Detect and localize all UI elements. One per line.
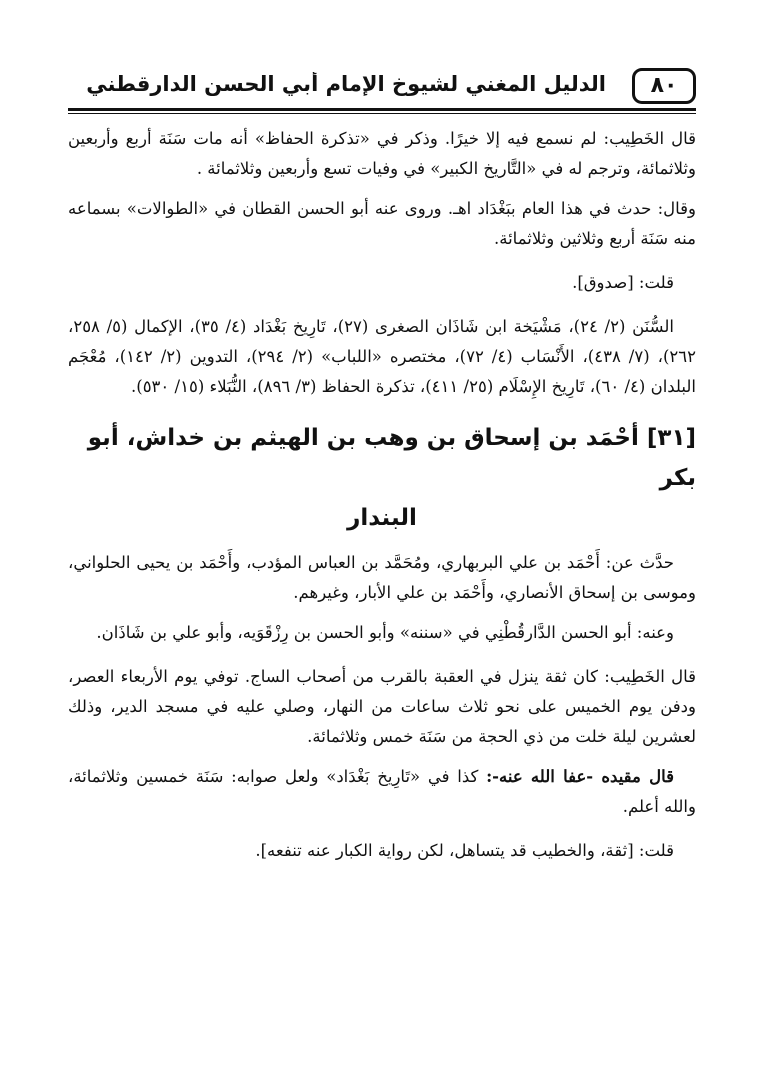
paragraph-teachers: حدَّث عن: أَحْمَد بن علي البربهاري، ومُحَمَّد بن العباس المؤدب، وأَحْمَد بن يحيى الحلواني، وموسى بن إسحاق الأنصاري، وأَحْمَد بن علي الأبار، وغيرهم. [68,553,696,602]
paragraph-students: وعنه: أبو الحسن الدَّارقُطْنِي في «سننه» وأبو الحسن بن رِزْقَوَيه، وأبو علي بن شَاذَان. [96,623,674,642]
header-rule-thin [68,113,696,114]
author-note-lead: قال مقيده -عفا الله عنه-: [486,767,674,786]
paragraph-baghdad-narration: وقال: حدث في هذا العام ببَغْدَاد اهـ. وروى عنه أبو الحسن القطان في «الطوالات» بسماعه منه سَنَة أربع وثلاثين وثلاثمائة. [68,199,696,248]
page-body [68,124,696,876]
page-number: ٨٠ [632,68,696,104]
entry-heading [68,418,696,538]
paragraph-author-note [68,762,696,822]
running-title: الدليل المغني لشيوخ الإمام أبي الحسن الدارقطني [86,72,606,96]
verdict-paragraph-2: قلت: [ثقة، والخطيب قد يتساهل، لكن رواية الكبار عنه تنفعه]. [255,841,674,860]
entry-heading-line2: البندار [347,505,417,531]
entry-heading-line1: [٣١] أحْمَد بن إسحاق بن وهب بن الهيثم بن خداش، أبو بكر [87,425,696,491]
author-note-text: كذا في «تَارِيخ بَغْدَاد» ولعل صوابه: سَنَة خمسين وثلاثمائة، والله أعلم. [68,767,696,816]
header-rule [68,108,696,111]
sources-paragraph: السُّنَن (٢/ ٢٤)، مَشْيَخة ابن شَاذَان الصغرى (٢٧)، تَارِيخ بَغْدَاد (٤/ ٣٥)، الإكمال (٥/ ٢٥٨، ٢٦٢)، (٧/ ٤٣٨)، الأَنْسَاب (٤/ ٧٢)، مختصره «اللباب» (٢/ ٢٩٤)، التدوين (٢/ ١٤٢)، مُعْجَم البلدان (٤/ ٦٠)، تَارِيخ الإِسْلَام (٢٥/ ٤١١)، تذكرة الحفاظ (٣/ ٨٩٦)، النُّبَلاء (١٥/ ٥٣٠). [68,317,696,396]
page-header [68,66,696,116]
paragraph-khatib-death: قال الخَطِيب: كان ثقة ينزل في العقبة بالقرب من أصحاب الساج. توفي يوم الأربعاء العصر، ودفن يوم الخميس على نحو ثلاث ساعات من النهار، وصلي عليه في مسجد الدير، وذلك لعشرين ليلة خلت من ذي الحجة من سَنَة خمس وثلاثمائة. [68,667,696,746]
verdict-paragraph: قلت: [صدوق]. [572,273,674,292]
paragraph-khatib-quote: قال الخَطِيب: لم نسمع فيه إلا خيرًا. وذكر في «تذكرة الحفاظ» أنه مات سَنَة أربع وأربعين وثلاثمائة، وترجم له في «التَّاريخ الكبير» في وفيات تسع وأربعين وثلاثمائة . [68,129,696,178]
